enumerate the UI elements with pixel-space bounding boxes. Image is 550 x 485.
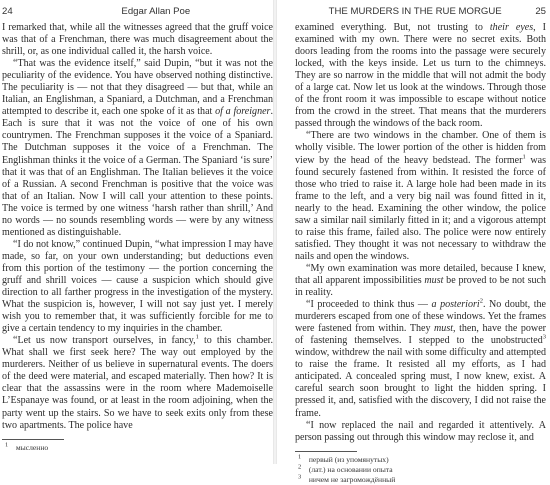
- footnote-marker: 1: [195, 333, 199, 341]
- footnote-number: 3: [298, 473, 302, 481]
- paragraph: [295, 299, 546, 419]
- text-run: “Let us now transport ourselves, in fancy,: [13, 335, 196, 347]
- right-page-number: 25: [535, 6, 546, 17]
- paragraph: [295, 22, 546, 130]
- emphasis-text: a posteriori: [431, 299, 480, 311]
- left-body-text: [2, 22, 273, 432]
- footnote-marker: 3: [542, 333, 546, 341]
- right-running-head: THE MURDERS IN THE RUE MORGUE: [328, 6, 502, 17]
- text-run: “My own examination was more detailed, because I knew, that all apparent impossibilities: [295, 262, 546, 286]
- paragraph: [2, 239, 273, 335]
- footnote-text: первый (из упомянутых): [308, 454, 389, 464]
- emphasis-text: must: [424, 274, 444, 286]
- left-page: [0, 0, 273, 464]
- paragraph: [295, 263, 546, 299]
- right-footnote-rule: [295, 451, 357, 452]
- footnote-text: (лат.) на основании опыта: [308, 464, 393, 474]
- footnote-text: ничем не загромождённый: [308, 474, 396, 484]
- text-run: “I proceeded to think thus —: [306, 299, 432, 311]
- left-running-head: Edgar Allan Poe: [121, 6, 191, 17]
- paragraph: [295, 130, 546, 263]
- paragraph: [295, 420, 546, 444]
- text-run: “I now replaced the nail and regarded it attentively. A person passing out through this window may reclose it, and: [295, 419, 546, 443]
- footnote: [298, 475, 546, 485]
- text-run: be proved to be not such in reality.: [295, 274, 546, 299]
- emphasis-text: must: [434, 323, 454, 335]
- left-footnote-rule: [2, 439, 64, 440]
- right-running-header: [295, 6, 546, 19]
- paragraph: [2, 58, 273, 239]
- footnote-marker: 1: [522, 153, 526, 161]
- text-run: , I examined with my own. There were no secret exits. Both doors leading from the rooms into the passage were securely locked, with the keys inside. Let us turn to the chimneys. They are so narrow in the middle that will not admit the body of a large cat. Now let us look at the windows. Through those of the front room it was impossible to escape without notice from the crowd in the street. That means that the murderers passed through the windows of the back room.: [295, 22, 547, 130]
- footnote: [5, 443, 273, 453]
- footnote-number: 2: [298, 463, 302, 471]
- footnote-number: 1: [298, 453, 302, 461]
- footnote: [298, 465, 546, 475]
- text-run: . Each is sure that it was not the voice of one of his own countrymen. The Frenchman supposes it the voice of a Spaniard. The Dutchman supposes it the voice of a Frenchman. The Englishman thinks it the voice of a German. The Spaniard ‘is sure’ that it was that of an Englishman. The Italian believes it the voice of a Russian. A second Frenchman is positive that the voice was that of an Italian. Now I will call your attention to these points. The voice is termed by one witness ‘harsh rather than shrill,’ And no words — no sounds resembling words — were by any witness mentioned as distinguishable.: [2, 106, 273, 238]
- footnote-marker: 2: [479, 297, 483, 305]
- left-running-header: [2, 6, 273, 19]
- text-run: I remarked that, while all the witnesses agreed that the gruff voice was that of a Frenchman, there was much disagreement about the shrill, or, as one individual called it, the harsh voice.: [2, 22, 273, 58]
- text-run: . No doubt, the murderers escaped from one of these windows. Yet the frames were fastened from within. They: [295, 299, 546, 335]
- paragraph: [2, 22, 273, 58]
- emphasis-text: their: [489, 22, 509, 33]
- right-footnotes: [295, 455, 546, 485]
- text-run: , then, have the power of fastening themselves. I stepped to the unobstructed: [295, 323, 546, 347]
- right-body-text: [295, 22, 546, 444]
- paragraph: [2, 335, 273, 431]
- left-page-number: 24: [2, 6, 13, 17]
- text-run: was found securely fastened from within. It resisted the force of those who tried to raise it. A large hole had been made in its frame to the left, and a very big nail was found fitted in it, nearly to the head. Examining the other window, the police saw a similar nail similarly fitted in it; and a vigorous attempt to raise this frame, failed also. The police were now entirely satisfied. They thought it was not necessary to withdraw the nails and open the windows.: [295, 154, 546, 262]
- text-run: “That was the evidence itself,” said Dupin, “but it was not the peculiarity of the evidence. You have observed nothing distinctive. The peculiarity is — not that they disagreed — but that, while an Italian, an Englishman, a Spaniard, a Dutchman, and a Frenchman attempted to describe it, each one spoke of it as that: [2, 58, 273, 118]
- text-run: “There are two windows in the chamber. One of them is wholly visible. The lower portion of the other is hidden from view by the head of the heavy bedstead. The former: [295, 130, 546, 166]
- left-footnotes: [2, 443, 273, 453]
- footnote: [298, 455, 546, 465]
- emphasis-text: of a foreigner: [215, 106, 271, 118]
- text-run: window, withdrew the nail with some difficulty and attempted to raise the frame. It resisted all my efforts, as I had anticipated. A concealed spring must, I now knew, exist. A careful search soon brought to light the hidden spring. I pressed it, and, satisfied with the discovery, I did not raise the frame.: [295, 347, 546, 419]
- text-run: to this chamber. What shall we first seek here? The way out employed by the murderers. Neither of us believe in supernatural events. The doers of the deed were material, and escaped materially. Then how? It is clear that the assassins were in the room where Mademoiselle L’Espanaye was found, or at least in the room adjoining, when the party went up the stairs. So we have to seek exits only from these two apartments. The police have: [2, 335, 273, 431]
- right-page: [277, 0, 550, 484]
- text-run: examined everything. But, not trusting to: [295, 22, 490, 33]
- footnote-number: 1: [5, 441, 9, 449]
- emphasis-text: eyes: [515, 22, 534, 33]
- text-run: [509, 22, 516, 33]
- text-run: “I do not know,” continued Dupin, “what impression I may have made, so far, on your own understanding; but deductions even from this portion of the testimony — the portion concerning the gruff and shrill voices — cause a suspicion which should give direction to all farther progress in the investigation of the mystery. What the suspicion is, however, I will not say just yet. I merely wish you to remember that, it was sufficiently forcible for me to give a certain tendency to my inquiries in the chamber.: [2, 238, 273, 335]
- footnote-text: мысленно: [15, 442, 49, 452]
